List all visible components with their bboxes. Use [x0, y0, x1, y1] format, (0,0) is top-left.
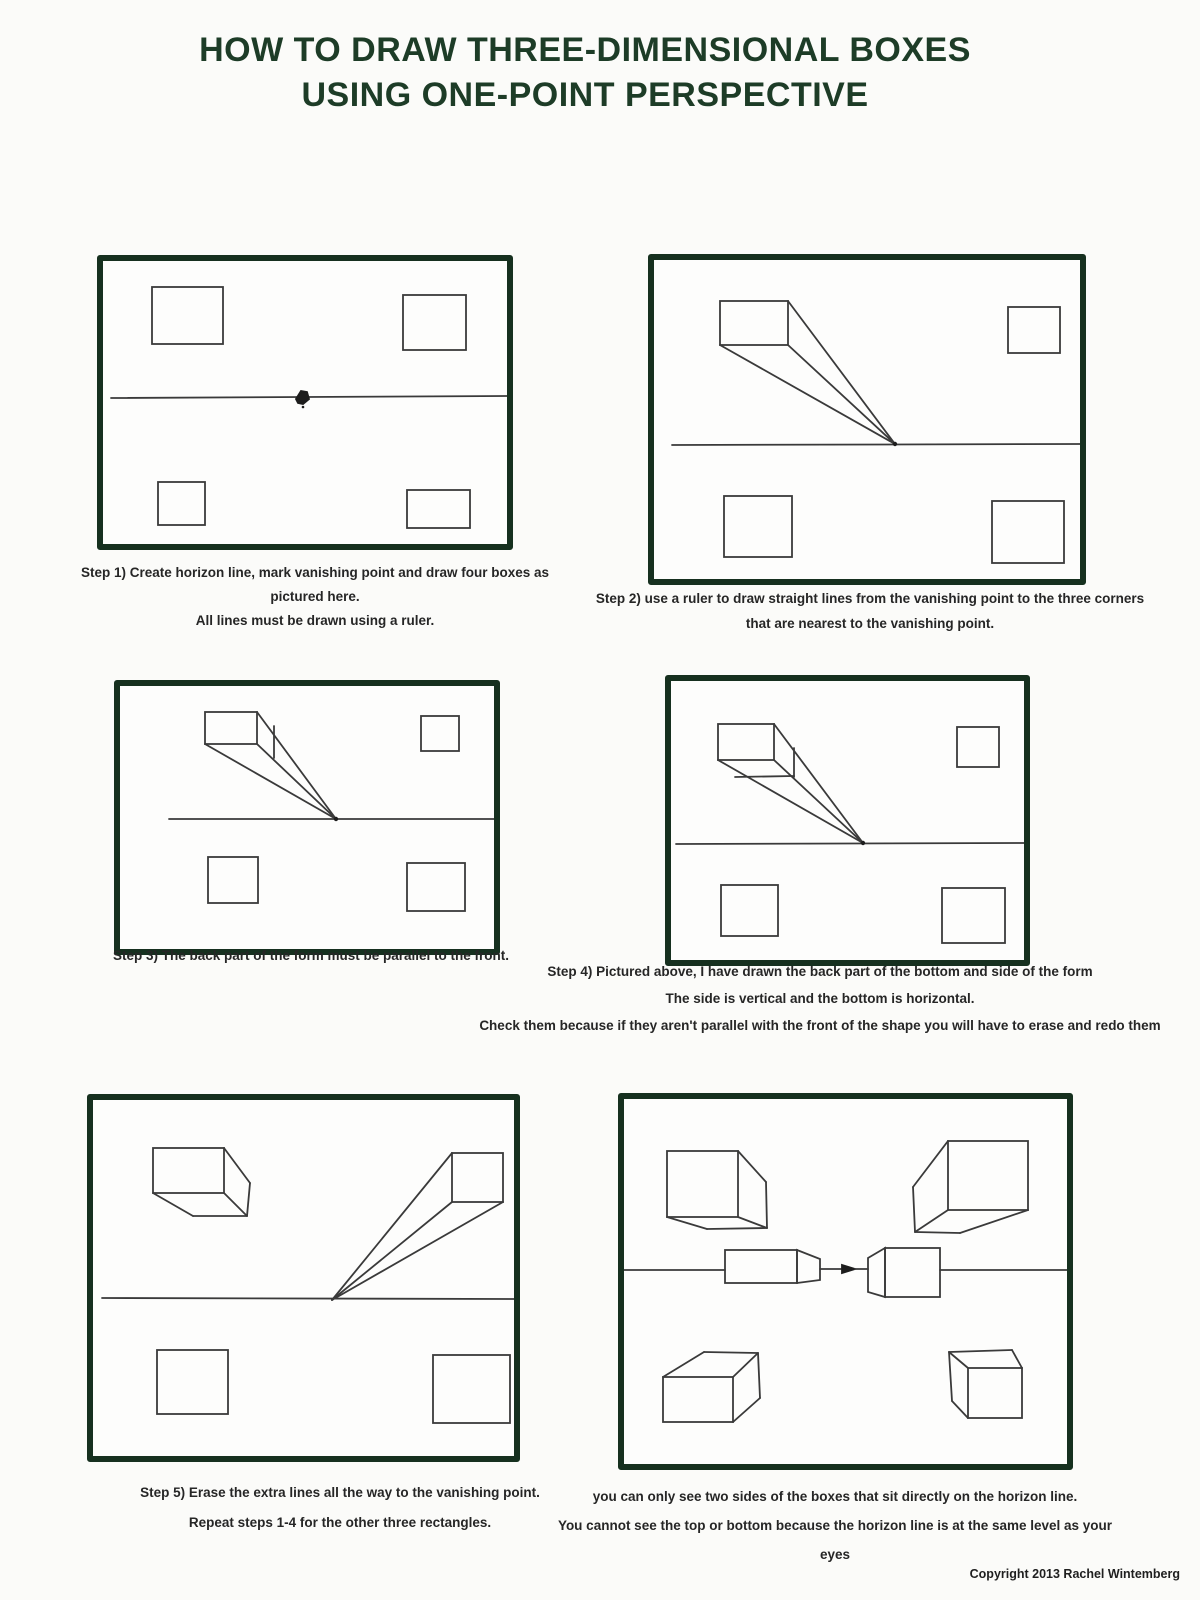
caption-final: [545, 1482, 1125, 1569]
horizon-box-right-side: [868, 1248, 885, 1297]
convergence-line-top: [257, 712, 336, 819]
rectangle-top-left: [152, 287, 223, 344]
box-bottom-left-front: [663, 1377, 733, 1422]
vanishing-point-dot: [302, 406, 305, 409]
rectangle-top-right: [957, 727, 999, 767]
back-bottom-edge: [735, 776, 794, 777]
convergence-line-top: [332, 1153, 452, 1300]
caption-step4-line-3: Check them because if they aren't parallel with the front of the shape you will have to erase and redo them: [479, 1018, 1161, 1033]
rectangle-bottom-right: [407, 863, 465, 911]
rectangle-top-right: [421, 716, 459, 751]
caption-final-line-2: You cannot see the top or bottom because the horizon line is at the same level as your eyes: [557, 1518, 1113, 1562]
rectangle-bottom-right: [407, 490, 470, 528]
panel-step5: [87, 1094, 520, 1462]
caption-step3-line-1: Step 3) The back part of the form must be parallel to the front.: [112, 948, 510, 963]
box-top-right-edge-3: [960, 1210, 1028, 1233]
horizon-box-left-side: [797, 1250, 820, 1283]
horizon-line: [102, 1298, 514, 1299]
box-top-right-front: [948, 1141, 1028, 1210]
box-top-left-edge-1: [738, 1151, 766, 1182]
drawing-step1: [103, 261, 507, 544]
title-line-1: HOW TO DRAW THREE-DIMENSIONAL BOXES: [199, 31, 971, 69]
rectangle-bottom-right: [433, 1355, 510, 1423]
caption-step2: [570, 586, 1170, 636]
caption-step1: [55, 561, 575, 633]
box-top-left-edge-3: [667, 1217, 707, 1229]
box-top-right-back-bottom: [915, 1232, 960, 1233]
convergence-line-middle: [788, 345, 895, 444]
convergence-line-top: [788, 301, 895, 444]
box-bottom-right-back-vertical: [949, 1352, 952, 1401]
caption-step4: [470, 958, 1170, 1039]
box-bottom-left-back-top: [704, 1352, 758, 1353]
vanishing-point-mark: [296, 391, 309, 404]
box-bottom-left-back-vertical: [758, 1353, 760, 1398]
copyright: Copyright 2013 Rachel Wintemberg: [969, 1567, 1180, 1581]
rectangle-bottom-left: [721, 885, 778, 936]
caption-final-line-1: you can only see two sides of the boxes that sit directly on the horizon line.: [592, 1489, 1078, 1504]
rectangle-bottom-right: [992, 501, 1064, 563]
convergence-line-middle: [332, 1202, 452, 1300]
drawing-step2: [654, 260, 1080, 579]
finished-box-front: [153, 1148, 224, 1193]
box-top-left-edge-2: [738, 1217, 767, 1228]
caption-step1-line-1: Step 1) Create horizon line, mark vanishing point and draw four boxes as pictured here.: [80, 565, 550, 604]
convergence-line-bottom: [720, 345, 895, 444]
box-top-left-front: [667, 1151, 738, 1217]
caption-step5-line-2: Repeat steps 1-4 for the other three rectangles.: [188, 1515, 492, 1530]
rectangle-top-left: [718, 724, 774, 760]
box-bottom-left-edge-3: [733, 1398, 760, 1422]
drawing-step3: [120, 686, 494, 949]
box-bottom-right-edge-1: [949, 1352, 968, 1368]
drawing-step4: [671, 681, 1024, 960]
panel-step2: [648, 254, 1086, 585]
horizon-line: [676, 843, 1024, 844]
rectangle-top-left: [720, 301, 788, 345]
rectangle-top-left: [205, 712, 257, 744]
rectangle-top-right: [452, 1153, 503, 1202]
box-top-right-edge-1: [913, 1141, 948, 1187]
convergence-line-middle: [774, 760, 863, 843]
title-line-2: USING ONE-POINT PERSPECTIVE: [301, 76, 869, 114]
caption-step1-line-2: All lines must be drawn using a ruler.: [195, 613, 435, 628]
rectangle-bottom-left: [724, 496, 792, 557]
box-bottom-left-edge-1: [663, 1352, 704, 1377]
rectangle-bottom-left: [208, 857, 258, 903]
rectangle-top-right: [1008, 307, 1060, 353]
horizon-box-left-front: [725, 1250, 797, 1283]
finished-box-bottom-left-edge: [153, 1193, 193, 1216]
rectangle-top-right: [403, 295, 466, 350]
rectangle-bottom-left: [158, 482, 205, 525]
panel-final: [618, 1093, 1073, 1470]
rectangle-bottom-left: [157, 1350, 228, 1414]
vanishing-point-mark: [842, 1265, 855, 1273]
vanishing-point-dot: [334, 817, 338, 821]
box-bottom-left-edge-2: [733, 1353, 758, 1377]
rectangle-bottom-right: [942, 888, 1005, 943]
panel-step1: [97, 255, 513, 550]
drawing-final: [624, 1099, 1067, 1464]
caption-step4-line-2: The side is vertical and the bottom is horizontal.: [665, 991, 975, 1006]
drawing-step5: [93, 1100, 514, 1456]
caption-step2-line-1: Step 2) use a ruler to draw straight lines from the vanishing point to the three corners: [595, 591, 1145, 606]
caption-step5: [90, 1478, 590, 1538]
box-top-right-edge-2: [915, 1210, 948, 1232]
horizon-line: [672, 444, 1080, 445]
finished-box-bottom-right-edge: [224, 1193, 247, 1216]
caption-step5-line-1: Step 5) Erase the extra lines all the way to the vanishing point.: [140, 1485, 540, 1500]
caption-step4-line-1: Step 4) Pictured above, I have drawn the back part of the bottom and side of the form: [547, 964, 1093, 979]
box-bottom-right-back-top: [949, 1350, 1012, 1352]
box-top-right-back-vertical: [913, 1187, 915, 1232]
caption-step2-line-2: that are nearest to the vanishing point.: [745, 616, 995, 631]
vanishing-point-dot: [893, 442, 897, 446]
box-bottom-right-edge-3: [952, 1401, 968, 1418]
convergence-line-bottom: [205, 744, 336, 819]
box-bottom-right-front: [968, 1368, 1022, 1418]
finished-box-back-vertical-edge: [247, 1183, 250, 1216]
horizon-box-right-front: [885, 1248, 940, 1297]
panel-step3: [114, 680, 500, 955]
box-bottom-right-edge-2: [1012, 1350, 1022, 1368]
poster-title: [0, 28, 1170, 118]
box-top-left-back-vertical: [766, 1182, 767, 1228]
vanishing-point-dot: [861, 841, 865, 845]
convergence-line-bottom: [718, 760, 863, 843]
convergence-line-top: [774, 724, 863, 843]
box-top-left-back-bottom: [707, 1228, 767, 1229]
convergence-line-bottom: [332, 1202, 503, 1300]
panel-step4: [665, 675, 1030, 966]
finished-box-top-right-edge: [224, 1148, 250, 1183]
